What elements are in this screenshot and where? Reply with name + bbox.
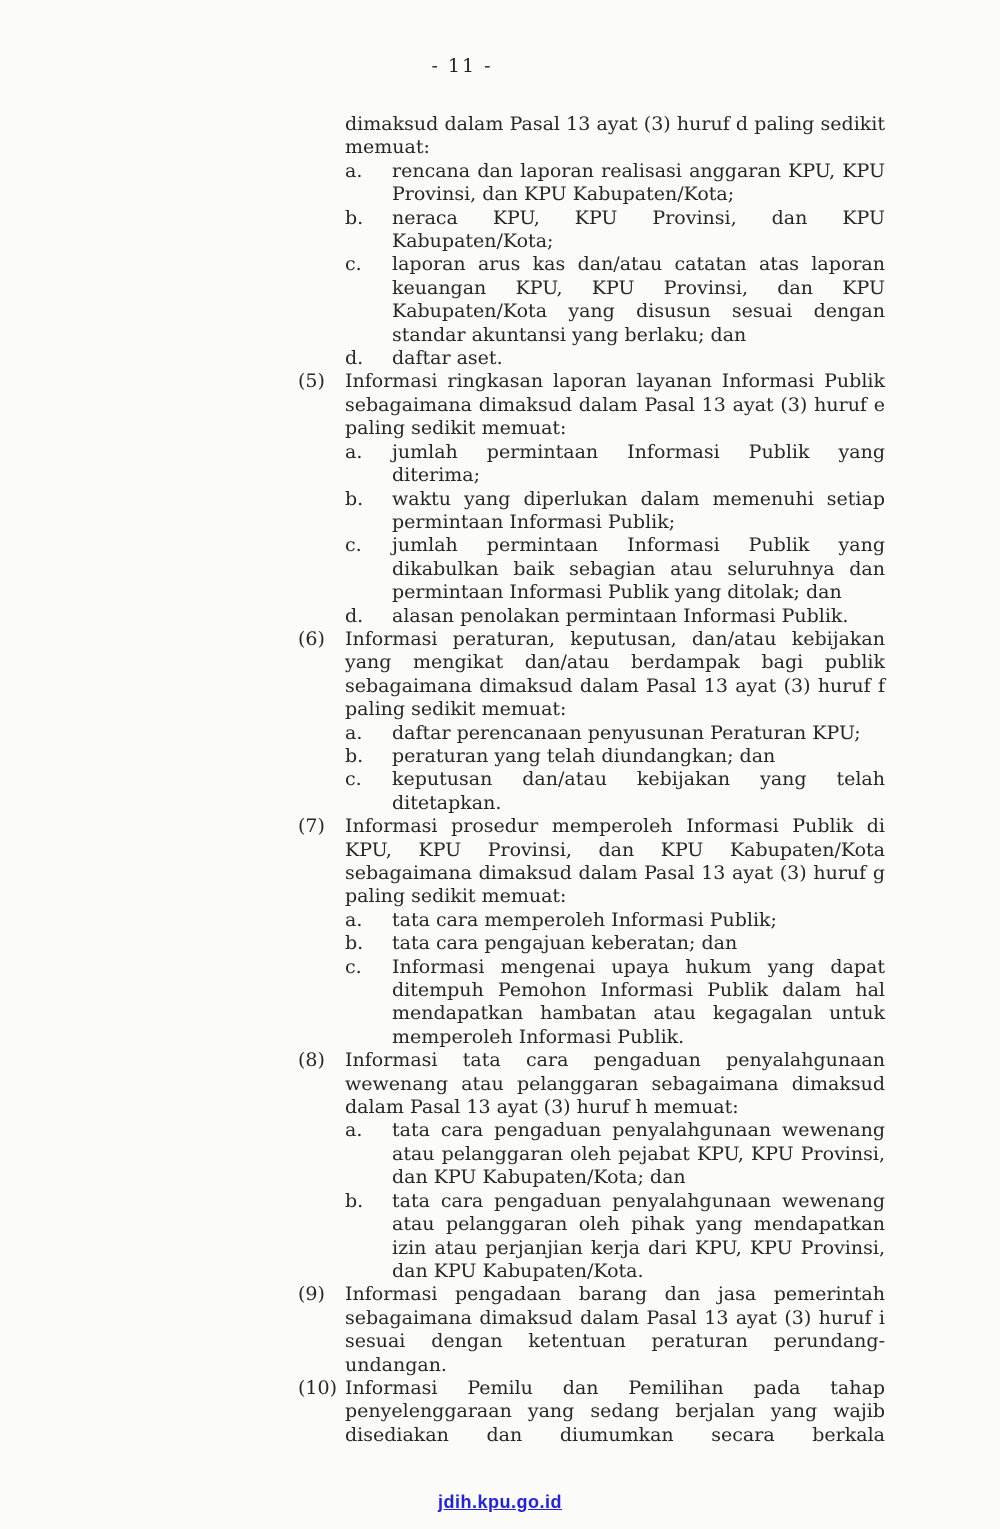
item-text: Informasi prosedur memperoleh Informasi Publik di KPU, KPU Provinsi, dan KPU Kabupaten/Kota sebagaimana dimaksud dalam Pasal 13 ayat (3) huruf g paling sedikit memuat: <box>345 815 885 908</box>
item-10 <box>298 1377 885 1447</box>
page-footer <box>0 1492 1000 1513</box>
item-5 <box>298 370 885 627</box>
sub-item-letter: b. <box>345 744 364 767</box>
sub-item-letter: c. <box>345 955 362 978</box>
item-text: dimaksud dalam Pasal 13 ayat (3) huruf d paling sedikit memuat: <box>345 113 885 159</box>
sub-item-letter: c. <box>345 253 362 276</box>
sub-item <box>345 745 885 768</box>
sub-item <box>345 768 885 815</box>
sub-item-text: tata cara memperoleh Informasi Publik; <box>392 908 777 931</box>
sub-item <box>345 605 885 628</box>
item-number: (10) <box>298 1376 338 1399</box>
sub-item-text: Informasi mengenai upaya hukum yang dapat ditempuh Pemohon Informasi Publik dalam hal mendapatkan hambatan atau kegagalan untuk memperoleh Informasi Publik. <box>392 955 885 1048</box>
sub-item <box>345 722 885 745</box>
sub-item-text: keputusan dan/atau kebijakan yang telah ditetapkan. <box>392 768 885 814</box>
jdih-kpu-link[interactable]: jdih.kpu.go.id <box>438 1492 562 1512</box>
sub-item-letter: a. <box>345 159 363 182</box>
item-number <box>298 113 345 370</box>
sub-item <box>345 488 885 535</box>
sub-item-text: tata cara pengajuan keberatan; dan <box>392 932 738 955</box>
item-text: Informasi Pemilu dan Pemilihan pada tahap penyelenggaraan yang sedang berjalan yang wajib disediakan dan diumumkan secara berkala <box>345 1376 885 1446</box>
item-8 <box>298 1049 885 1283</box>
sub-item-text: tata cara pengaduan penyalahgunaan wewenang atau pelanggaran oleh pejabat KPU, KPU Provinsi, dan KPU Kabupaten/Kota; dan <box>392 1119 885 1189</box>
sub-item-letter: a. <box>345 721 363 744</box>
sub-item <box>345 932 885 955</box>
sub-item-letter: d. <box>345 347 364 370</box>
sub-item <box>345 253 885 347</box>
item-text: Informasi ringkasan laporan layanan Informasi Publik sebagaimana dimaksud dalam Pasal 13 ayat (3) huruf e paling sedikit memuat: <box>345 370 885 440</box>
sub-item-text: jumlah permintaan Informasi Publik yang diterima; <box>392 440 885 487</box>
sub-item-text: waktu yang diperlukan dalam memenuhi setiap permintaan Informasi Publik; <box>392 487 885 533</box>
sub-item-letter: b. <box>345 487 364 510</box>
sub-item-text: neraca KPU, KPU Provinsi, dan KPU Kabupaten/Kota; <box>392 206 885 253</box>
sub-item-text: rencana dan laporan realisasi anggaran KPU, KPU Provinsi, dan KPU Kabupaten/Kota; <box>392 159 885 206</box>
document-body <box>298 113 885 1447</box>
sub-item <box>345 347 885 370</box>
item-6 <box>298 628 885 815</box>
sub-item <box>345 909 885 932</box>
sub-item-text: peraturan yang telah diundangkan; dan <box>392 744 776 767</box>
sub-item-letter: b. <box>345 206 364 229</box>
sub-item-text: daftar perencanaan penyusunan Peraturan KPU; <box>392 721 861 744</box>
sub-item-text: tata cara pengaduan penyalahgunaan wewenang atau pelanggaran oleh pihak yang mendapatkan izin atau perjanjian kerja dari KPU, KPU Provinsi, dan KPU Kabupaten/Kota. <box>392 1189 885 1282</box>
sub-item <box>345 1119 885 1189</box>
item-9 <box>298 1283 885 1377</box>
item-7 <box>298 815 885 1049</box>
item-number: (8) <box>298 1049 325 1072</box>
sub-item-letter: b. <box>345 1189 364 1212</box>
item-text: Informasi tata cara pengaduan penyalahgunaan wewenang atau pelanggaran sebagaimana dimaksud dalam Pasal 13 ayat (3) huruf h memuat: <box>345 1049 885 1119</box>
sub-item-letter: a. <box>345 440 363 463</box>
sub-item-text: daftar aset. <box>392 347 503 370</box>
sub-item-letter: c. <box>345 534 362 557</box>
sub-item-letter: a. <box>345 1119 363 1142</box>
item-number: (7) <box>298 815 325 838</box>
sub-item <box>345 207 885 254</box>
sub-item-text: alasan penolakan permintaan Informasi Publik. <box>392 604 849 627</box>
item-text: Informasi pengadaan barang dan jasa pemerintah sebagaimana dimaksud dalam Pasal 13 ayat (3) huruf i sesuai dengan ketentuan peraturan perundang-undangan. <box>345 1283 885 1376</box>
sub-item-letter: a. <box>345 908 363 931</box>
sub-item <box>345 441 885 488</box>
item-number: (6) <box>298 627 325 650</box>
item-4-continuation <box>298 113 885 370</box>
item-number: (5) <box>298 370 325 393</box>
sub-item <box>345 160 885 207</box>
sub-item <box>345 1190 885 1284</box>
sub-item-letter: d. <box>345 604 364 627</box>
sub-item-text: laporan arus kas dan/atau catatan atas laporan keuangan KPU, KPU Provinsi, dan KPU Kabupaten/Kota yang disusun sesuai dengan standar akuntansi yang berlaku; dan <box>392 253 885 346</box>
page-number: - 11 - <box>431 55 493 77</box>
sub-item-letter: b. <box>345 932 364 955</box>
sub-item-letter: c. <box>345 768 362 791</box>
sub-item <box>345 956 885 1050</box>
item-text: Informasi peraturan, keputusan, dan/atau kebijakan yang mengikat dan/atau berdampak bagi publik sebagaimana dimaksud dalam Pasal 13 ayat (3) huruf f paling sedikit memuat: <box>345 627 885 721</box>
item-number: (9) <box>298 1283 325 1306</box>
sub-item-text: jumlah permintaan Informasi Publik yang dikabulkan baik sebagian atau seluruhnya dan permintaan Informasi Publik yang ditolak; dan <box>392 534 885 604</box>
sub-item <box>345 534 885 604</box>
